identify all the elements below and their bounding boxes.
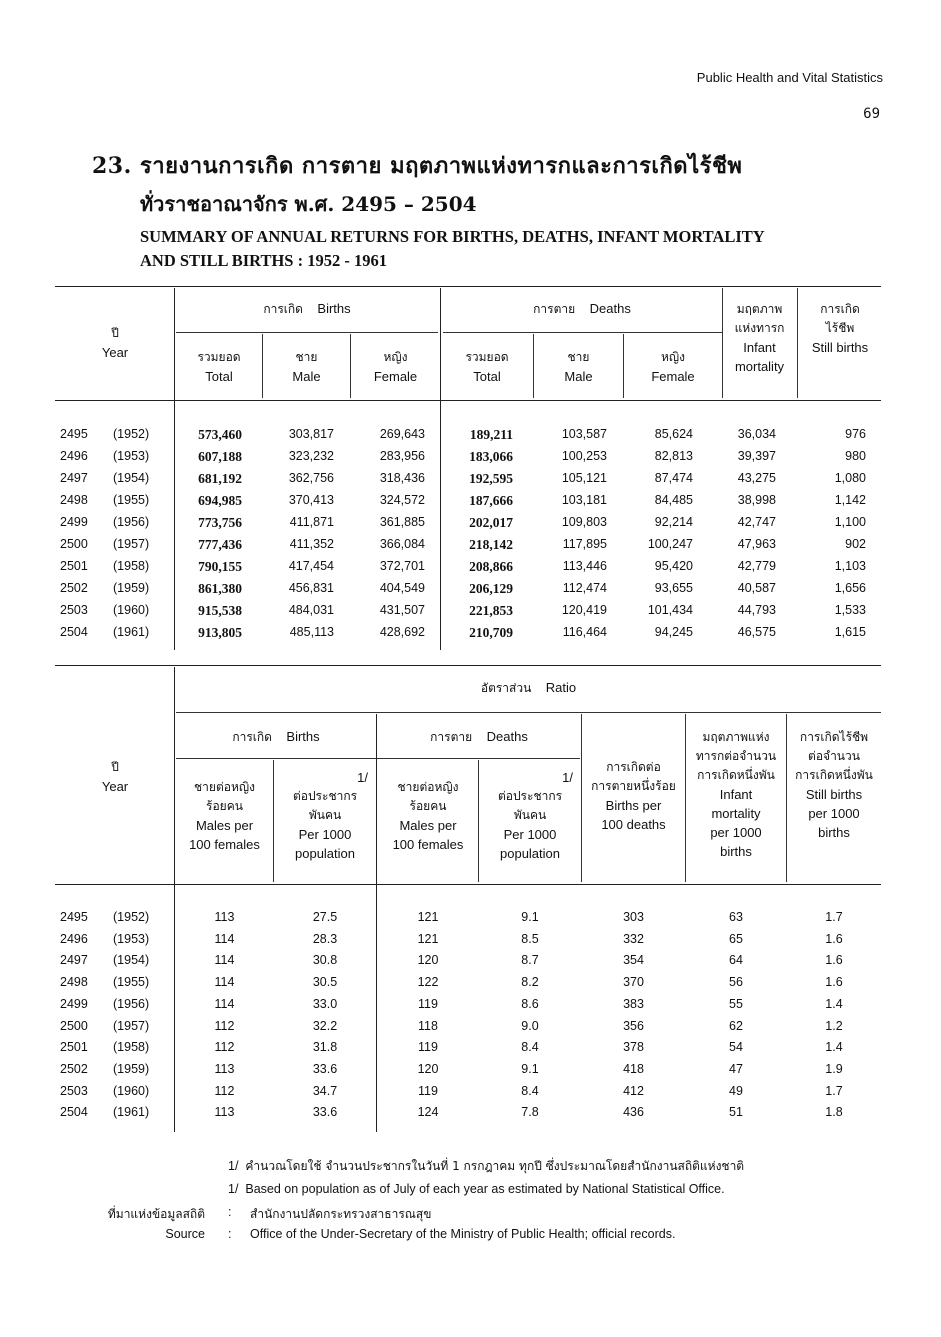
year-header: ปี Year (101, 760, 129, 794)
table1-cell-ce: (1954) (113, 471, 150, 485)
table2-cell-bp: 28.3 (312, 931, 338, 946)
source-label-thai: ที่มาแห่งข้อมูลสถิติ (107, 1207, 205, 1221)
table2-cell-dm: 121 (417, 910, 439, 924)
table-row (0, 1062, 941, 1084)
table2-cell-im: 65 (729, 931, 743, 946)
table2-cell-im: 47 (729, 1061, 743, 1076)
table1-cell-dt: 206,129 (469, 581, 513, 596)
table2-cell-bd: 418 (623, 1061, 644, 1076)
table2-cell-ce: (1959) (113, 1061, 150, 1076)
title-thai-line2: ทั่วราชอาณาจักร พ.ศ. 2495 – 2504 (140, 192, 477, 216)
table1-cell-dm: 109,803 (561, 515, 607, 529)
table1-cell-be: 2498 (60, 493, 88, 507)
table2-cell-dp: 8.2 (521, 975, 539, 990)
table2-cell-bp: 30.8 (312, 953, 338, 968)
table2-cell-bd: 303 (623, 910, 644, 924)
births-per-100-deaths-header: การเกิดต่อ การตายหนึ่งร้อย Births per 100 deaths (591, 760, 676, 832)
table1-cell-bm: 411,871 (289, 515, 334, 529)
source-english: Office of the Under-Secretary of the Ministry of Public Health; official records. (250, 1227, 676, 1241)
table1-cell-dt: 183,066 (469, 449, 513, 464)
table1-cell-sb: 976 (845, 427, 866, 441)
table1-cell-dt: 221,853 (469, 603, 513, 618)
table-row (0, 581, 941, 603)
table2-cell-bp: 33.6 (312, 1105, 338, 1120)
table1-cell-sb: 1,615 (834, 625, 866, 639)
table-row (0, 975, 941, 997)
table2-cell-sb: 1.9 (825, 1061, 843, 1076)
table2-cell-bm: 112 (214, 1040, 235, 1055)
table2-cell-be: 2501 (60, 1040, 88, 1055)
table1-cell-be: 2502 (60, 581, 88, 595)
table1-cell-ce: (1961) (113, 625, 150, 639)
table1-cell-bf: 372,701 (379, 559, 425, 573)
deaths-female-header: หญิง Female (651, 350, 695, 384)
table2-cell-be: 2502 (60, 1061, 88, 1076)
table1-cell-im: 40,587 (737, 581, 776, 595)
table1-cell-df: 100,247 (647, 537, 693, 551)
table2-cell-sb: 1.6 (825, 975, 843, 990)
table1-cell-dm: 116,464 (562, 625, 607, 639)
table1-cell-bt: 607,188 (198, 449, 242, 464)
births-group-header: การเกิด Births (263, 301, 351, 316)
table1-cell-dm: 112,474 (562, 581, 607, 595)
table1-cell-sb: 1,533 (834, 603, 866, 617)
table2-cell-bd: 354 (623, 953, 644, 968)
table2-cell-bd: 356 (623, 1018, 644, 1033)
table2-cell-dp: 9.1 (521, 910, 539, 924)
table2-cell-sb: 1.6 (825, 953, 843, 968)
table1-cell-df: 85,624 (654, 427, 693, 441)
table2-cell-bm: 113 (214, 1105, 235, 1120)
table1-cell-sb: 1,103 (834, 559, 866, 573)
deaths-total-header: รวมยอด Total (465, 350, 509, 384)
table1-cell-bf: 361,885 (379, 515, 425, 529)
table-row (0, 449, 941, 471)
table2-cell-bm: 113 (214, 1061, 235, 1076)
table1-cell-dm: 105,121 (561, 471, 607, 485)
table2-cell-bp: 31.8 (312, 1040, 338, 1055)
table2-cell-be: 2504 (60, 1105, 88, 1120)
table2-cell-im: 64 (729, 953, 743, 968)
births-males-per-females-header: ชายต่อหญิง ร้อยคน Males per 100 females (189, 780, 260, 852)
table1-cell-ce: (1958) (113, 559, 150, 573)
table1-cell-ce: (1957) (113, 537, 150, 551)
table1-cell-bf: 283,956 (379, 449, 425, 463)
table2-cell-dp: 8.6 (521, 996, 539, 1011)
footnote-mark: 1/ (562, 770, 573, 785)
table1-cell-im: 36,034 (737, 427, 776, 441)
table2-cell-sb: 1.4 (825, 1040, 843, 1055)
table-row (0, 953, 941, 975)
table1-cell-df: 94,245 (654, 625, 693, 639)
table1-cell-bt: 861,380 (198, 581, 242, 596)
table1-cell-bf: 366,084 (379, 537, 425, 551)
table1-cell-sb: 1,142 (834, 493, 866, 507)
table2-cell-dm: 124 (417, 1105, 439, 1120)
table1-cell-bt: 573,460 (198, 427, 242, 442)
table1-cell-im: 47,963 (737, 537, 776, 551)
table-row (0, 932, 941, 954)
table1-cell-sb: 1,656 (834, 581, 866, 595)
table2-cell-bp: 30.5 (312, 975, 338, 990)
footnote-thai: 1/ คำนวณโดยใช้ จำนวนประชากรในวันที่ 1 กรกฎาคม ทุกปี ซึ่งประมาณโดยสำนักงานสถิติแห่งชาติ (228, 1159, 745, 1173)
table1-cell-im: 44,793 (737, 603, 776, 617)
table1-cell-bt: 790,155 (198, 559, 242, 574)
table1-header-rule (55, 400, 881, 401)
table1-cell-df: 93,655 (654, 581, 693, 595)
table2-cell-dm: 121 (417, 931, 439, 946)
table2-cell-sb: 1.4 (825, 996, 843, 1011)
table2-cell-dm: 120 (417, 1061, 439, 1076)
table2-cell-im: 55 (729, 996, 743, 1011)
table1-cell-bm: 362,756 (288, 471, 334, 485)
table2-cell-im: 56 (729, 975, 743, 990)
table1-cell-be: 2499 (60, 515, 88, 529)
table2-cell-ce: (1955) (113, 975, 150, 990)
table2-cell-bm: 114 (214, 975, 235, 990)
table2-cell-dp: 7.8 (521, 1105, 539, 1120)
table1-cell-dm: 100,253 (561, 449, 607, 463)
table1-cell-im: 43,275 (737, 471, 776, 485)
ratio-sub-rule (176, 712, 881, 713)
table1-cell-dt: 208,866 (469, 559, 513, 574)
table1-cell-bm: 411,352 (289, 537, 334, 551)
table2-cell-dm: 119 (418, 1083, 438, 1098)
title-english-line2: AND STILL BIRTHS : 1952 - 1961 (140, 251, 387, 270)
infant-mortality-header: มฤตภาพ แห่งทารก Infant mortality (734, 302, 785, 374)
table1-cell-dm: 103,587 (561, 427, 607, 441)
deaths-male-header: ชาย Male (564, 350, 593, 384)
table1-cell-be: 2497 (60, 471, 88, 485)
table-row (0, 427, 941, 449)
table2-cell-be: 2499 (60, 996, 88, 1011)
table2-cell-sb: 1.2 (825, 1018, 843, 1033)
table1-cell-df: 92,214 (654, 515, 693, 529)
table1-cell-bt: 913,805 (198, 625, 242, 640)
table1-cell-dm: 120,419 (561, 603, 607, 617)
table2-cell-bp: 33.6 (312, 1061, 338, 1076)
table1-cell-ce: (1952) (113, 427, 150, 441)
births-sub-rule (176, 332, 438, 333)
births-male-header: ชาย Male (292, 350, 321, 384)
table1-cell-bt: 773,756 (198, 515, 242, 530)
source-thai: สำนักงานปลัดกระทรวงสาธารณสุข (250, 1207, 432, 1221)
still-births-header: การเกิด ไร้ชีพ Still births (811, 302, 869, 355)
table1-cell-dt: 210,709 (469, 625, 513, 640)
table2-cell-dm: 120 (417, 953, 439, 968)
table1-cell-bf: 269,643 (379, 427, 425, 441)
table1-cell-dm: 117,895 (562, 537, 607, 551)
table2-cell-bd: 370 (623, 975, 644, 990)
table1-cell-bm: 323,232 (288, 449, 334, 463)
table2-cell-ce: (1958) (113, 1040, 150, 1055)
births-total-header: รวมยอด Total (197, 350, 241, 384)
table1-cell-bm: 303,817 (288, 427, 334, 441)
table1-cell-bt: 681,192 (198, 471, 242, 486)
table2-cell-sb: 1.6 (825, 931, 843, 946)
table2-header-rule (55, 884, 881, 885)
table2-cell-bp: 27.5 (312, 910, 338, 924)
table2-cell-ce: (1960) (113, 1083, 150, 1098)
table1-cell-im: 38,998 (737, 493, 776, 507)
table1-cell-im: 42,779 (737, 559, 776, 573)
table1-cell-df: 84,485 (654, 493, 693, 507)
table2-cell-bm: 112 (214, 1018, 235, 1033)
year-header: ปี Year (101, 326, 129, 360)
table-row (0, 910, 941, 932)
footnote-mark: 1/ (357, 770, 368, 785)
table1-cell-sb: 1,100 (834, 515, 866, 529)
table1-cell-bm: 485,113 (289, 625, 334, 639)
table1-cell-bm: 484,031 (288, 603, 334, 617)
table1-cell-im: 46,575 (737, 625, 776, 639)
table1-cell-be: 2501 (60, 559, 88, 573)
table-row (0, 1019, 941, 1041)
table1-cell-bf: 324,572 (379, 493, 425, 507)
table-row (0, 493, 941, 515)
table2-cell-dm: 119 (418, 996, 438, 1011)
table2-cell-ce: (1954) (113, 953, 150, 968)
table2-cell-dp: 9.0 (521, 1018, 539, 1033)
table2-cell-im: 54 (729, 1040, 743, 1055)
table1-cell-im: 42,747 (737, 515, 776, 529)
table2-cell-bp: 34.7 (312, 1083, 338, 1098)
table2-cell-ce: (1961) (113, 1105, 150, 1120)
table2-cell-be: 2503 (60, 1083, 88, 1098)
table2-cell-dp: 8.7 (521, 953, 539, 968)
table1-cell-im: 39,397 (737, 449, 776, 463)
table1-cell-dm: 103,181 (561, 493, 607, 507)
table1-cell-dt: 187,666 (469, 493, 513, 508)
table2-cell-bd: 436 (623, 1105, 644, 1120)
title-english (140, 225, 880, 273)
table2-cell-bm: 113 (214, 910, 235, 924)
table1-top-rule (55, 286, 881, 287)
table2-cell-bp: 33.0 (312, 996, 338, 1011)
table2-cell-dp: 8.4 (521, 1083, 539, 1098)
table-row (0, 559, 941, 581)
still-births-rate-header: การเกิดไร้ชีพ ต่อจำนวน การเกิดหนึ่งพัน Still births per 1000 births (795, 730, 873, 840)
deaths-sub-rule (443, 332, 723, 333)
table1-cell-df: 95,420 (654, 559, 693, 573)
table1-cell-bt: 694,985 (198, 493, 242, 508)
table1-cell-dm: 113,446 (562, 559, 607, 573)
births-per-1000-header: 1/ ต่อประชากร พันคน Per 1000 population (274, 768, 376, 863)
table-row (0, 625, 941, 647)
table1-cell-bm: 417,454 (288, 559, 334, 573)
table1-cell-ce: (1956) (113, 515, 150, 529)
table1-cell-sb: 902 (845, 537, 866, 551)
table1-cell-dt: 192,595 (469, 471, 513, 486)
table2-cell-be: 2500 (60, 1018, 88, 1033)
table1-cell-be: 2496 (60, 449, 88, 463)
table-row (0, 603, 941, 625)
table1-cell-bf: 318,436 (379, 471, 425, 485)
table2-cell-be: 2495 (60, 910, 88, 924)
deaths-males-per-females-header: ชายต่อหญิง ร้อยคน Males per 100 females (392, 780, 464, 852)
table1-cell-dt: 218,142 (469, 537, 513, 552)
table2-cell-im: 51 (729, 1105, 743, 1120)
table1-cell-dt: 202,017 (469, 515, 513, 530)
table1-cell-ce: (1953) (113, 449, 150, 463)
title-thai-line1: 23. รายงานการเกิด การตาย มฤตภาพแห่งทารกและการเกิดไร้ชีพ (92, 153, 743, 179)
table2-cell-dm: 122 (417, 975, 439, 990)
table2-cell-ce: (1953) (113, 931, 150, 946)
table2-cell-bd: 332 (623, 931, 644, 946)
table2-cell-bd: 383 (623, 996, 644, 1011)
table1-cell-sb: 1,080 (834, 471, 866, 485)
table2-cell-dm: 119 (418, 1040, 438, 1055)
table2-cell-dp: 9.1 (521, 1061, 539, 1076)
table1-cell-be: 2495 (60, 427, 88, 441)
table2-cell-bm: 114 (214, 953, 235, 968)
table2-cell-sb: 1.7 (825, 910, 843, 924)
table1-cell-df: 82,813 (654, 449, 693, 463)
table2-cell-dp: 8.5 (521, 931, 539, 946)
table1-cell-bm: 370,413 (288, 493, 334, 507)
table1-cell-be: 2503 (60, 603, 88, 617)
table2-cell-im: 63 (729, 910, 743, 924)
deaths-group-header: การตาย Deaths (430, 729, 528, 744)
table1-cell-be: 2500 (60, 537, 88, 551)
table-row (0, 537, 941, 559)
births-female-header: หญิง Female (373, 350, 418, 384)
table2-cell-dp: 8.4 (521, 1040, 539, 1055)
footnote-english: 1/ Based on population as of July of each year as estimated by National Statistical Office. (228, 1182, 725, 1196)
infant-mortality-rate-header: มฤตภาพแห่ง ทารกต่อจำนวน การเกิดหนึ่งพัน Infant mortality per 1000 births (695, 730, 777, 859)
table-row (0, 1040, 941, 1062)
table1-cell-bt: 915,538 (198, 603, 242, 618)
ratio-header: อัตราส่วน Ratio (480, 680, 577, 695)
table1-cell-bf: 404,549 (379, 581, 425, 595)
table2-cell-bm: 114 (214, 996, 235, 1011)
table1-cell-dt: 189,211 (469, 427, 513, 442)
table2-cell-ce: (1956) (113, 996, 150, 1011)
table2-cell-be: 2496 (60, 931, 88, 946)
table2-cell-bm: 114 (214, 931, 235, 946)
source-colon: : (228, 1205, 232, 1219)
title-english-line1: SUMMARY OF ANNUAL RETURNS FOR BIRTHS, DEATHS, INFANT MORTALITY (140, 227, 765, 246)
table1-cell-bf: 431,507 (379, 603, 425, 617)
page-number: 69 (863, 106, 880, 122)
table2-cell-be: 2497 (60, 953, 88, 968)
table1-cell-bm: 456,831 (288, 581, 334, 595)
table2-cell-be: 2498 (60, 975, 88, 990)
table2-cell-bm: 112 (214, 1083, 235, 1098)
table1-cell-ce: (1955) (113, 493, 150, 507)
table2-cell-bd: 412 (623, 1083, 644, 1098)
table2-cell-ce: (1957) (113, 1018, 150, 1033)
table2-top-rule (55, 665, 881, 666)
table-row (0, 1105, 941, 1127)
table1-cell-df: 101,434 (647, 603, 693, 617)
table1-cell-ce: (1959) (113, 581, 150, 595)
source-label-english: Source (165, 1227, 205, 1241)
table-row (0, 997, 941, 1019)
table1-cell-be: 2504 (60, 625, 88, 639)
deaths-group-header: การตาย Deaths (533, 301, 631, 316)
table-row (0, 515, 941, 537)
table-row (0, 471, 941, 493)
running-title: Public Health and Vital Statistics (696, 70, 883, 85)
table2-cell-dm: 118 (418, 1018, 438, 1033)
table2-cell-ce: (1952) (113, 910, 150, 924)
table1-cell-df: 87,474 (654, 471, 693, 485)
table1-cell-bt: 777,436 (198, 537, 242, 552)
table2-cell-sb: 1.8 (825, 1105, 843, 1120)
births-group-header: การเกิด Births (232, 729, 320, 744)
table2-cell-im: 49 (729, 1083, 743, 1098)
table2-cell-bd: 378 (623, 1040, 644, 1055)
table1-cell-bf: 428,692 (379, 625, 425, 639)
source-colon: : (228, 1227, 232, 1241)
births-deaths-sub-rule (176, 758, 580, 759)
table-row (0, 1084, 941, 1106)
table2-cell-im: 62 (729, 1018, 743, 1033)
table2-cell-sb: 1.7 (825, 1083, 843, 1098)
deaths-per-1000-header: 1/ ต่อประชากร พันคน Per 1000 population (479, 768, 581, 863)
table2-cell-bp: 32.2 (312, 1018, 338, 1033)
table1-cell-sb: 980 (845, 449, 866, 463)
table1-cell-ce: (1960) (113, 603, 150, 617)
